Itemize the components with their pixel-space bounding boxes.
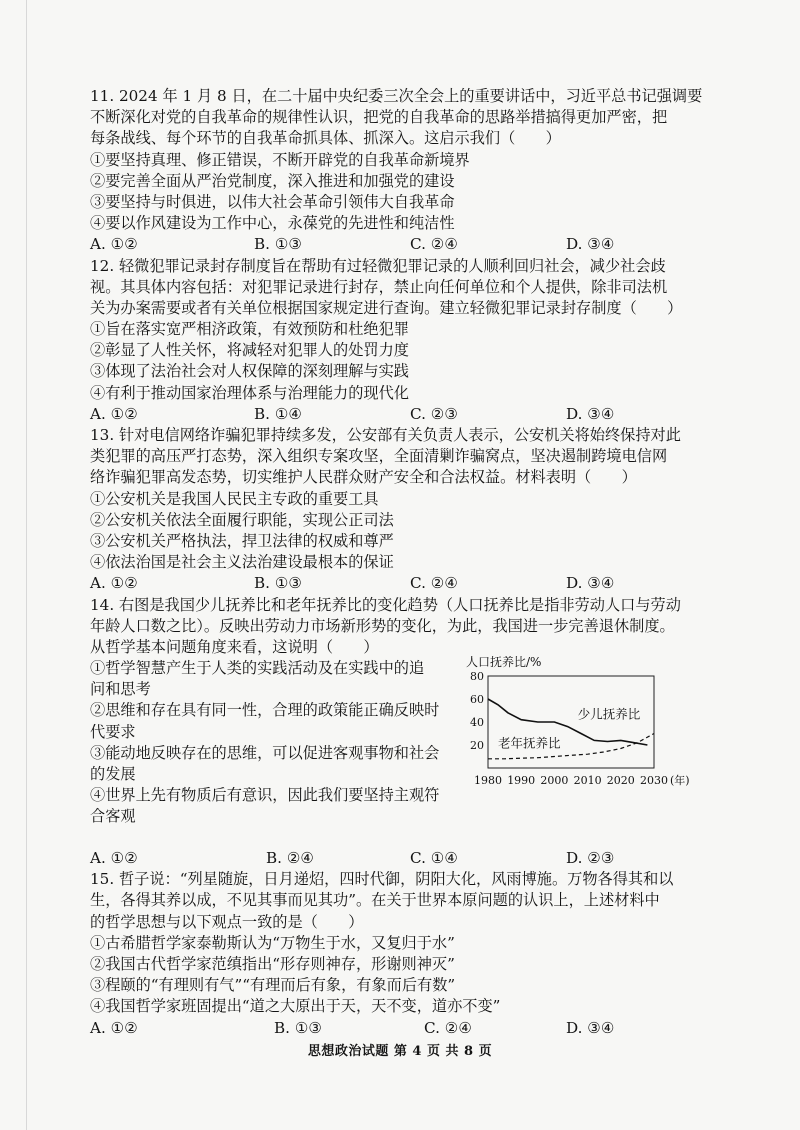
statement-item: ②思维和存在具有同一性，合理的政策能正确反映时 [90, 701, 440, 720]
option-a[interactable]: A. ①② [90, 235, 138, 254]
question-text-line: 12. 轻微犯罪记录封存制度旨在帮助有过轻微犯罪记录的人顺利回归社会，减少社会歧 [90, 256, 666, 275]
option-c[interactable]: C. ②④ [410, 235, 458, 254]
option-a[interactable]: A. ①② [90, 404, 138, 423]
y-tick-label: 60 [470, 693, 484, 707]
question-text-line: 类犯罪的高压严打态势，深入组织专案攻坚，全面清剿诈骗窝点，坚决遏制跨境电信网 [90, 447, 668, 466]
question-text-line: 络诈骗犯罪高发态势，切实维护人民群众财产安全和合法权益。材料表明（ ） [90, 468, 637, 487]
option-b[interactable]: B. ①④ [254, 404, 303, 423]
statement-item: 问和思考 [90, 680, 151, 699]
question-text-line: 年龄人口数之比）。反映出劳动力市场新形势的变化，为此，我国进一步完善退休制度。 [90, 616, 675, 635]
question-text-line: 11. 2024 年 1 月 8 日，在二十届中央纪委三次全会上的重要讲话中，习近平总书记强调要 [90, 87, 703, 105]
y-tick-label: 40 [470, 716, 484, 730]
statement-item: ③体现了法治社会对人权保障的深刻理解与实践 [90, 362, 409, 381]
option-d[interactable]: D. ③④ [566, 1018, 615, 1037]
statement-item: 代要求 [90, 722, 136, 741]
option-c[interactable]: C. ②④ [424, 1018, 472, 1037]
question-13 [90, 425, 715, 595]
x-tick-label: 2000 [540, 774, 569, 788]
option-b[interactable]: B. ①③ [254, 235, 303, 254]
option-d[interactable]: D. ③④ [566, 574, 615, 593]
option-c[interactable]: C. ①④ [410, 849, 458, 868]
question-text-line: 不断深化对党的自我革命的规律性认识，把党的自我革命的思路举措搞得更加严密，把 [90, 108, 668, 127]
statement-item: ③要坚持与时俱进，以伟大社会革命引领伟大自我革命 [90, 192, 455, 211]
question-15 [90, 869, 715, 1039]
statement-item: ①哲学智慧产生于人类的实践活动及在实践中的追 [90, 659, 425, 678]
option-a[interactable]: A. ①② [90, 849, 138, 868]
answer-options [90, 848, 715, 869]
statement-item: ②要完善全面从严治党制度，深入推进和加强党的建设 [90, 171, 455, 190]
statement-item: ④我国哲学家班固提出“道之大原出于天，天不变，道亦不变” [90, 997, 501, 1016]
question-text-line: 13. 针对电信网络诈骗犯罪持续多发，公安部有关负责人表示，公安机关将始终保持对此 [90, 426, 681, 444]
statement-item: ①古希腊哲学家泰勒斯认为“万物生于水，又复归于水” [90, 933, 455, 952]
statement-item: ④要以作风建设为工作中心，永葆党的先进性和纯洁性 [90, 214, 455, 233]
question-text-line: 14. 右图是我国少儿抚养比和老年抚养比的变化趋势（人口抚养比是指非劳动人口与劳动 [90, 595, 681, 614]
answer-options [90, 234, 715, 255]
statement-item: ②我国古代哲学家范缜指出“形存则神存，形谢则神灭” [90, 955, 455, 973]
option-b[interactable]: B. ①③ [254, 574, 303, 593]
statement-item: ①公安机关是我国人民民主专政的重要工具 [90, 489, 379, 508]
statement-item: ①旨在落实宽严相济政策，有效预防和杜绝犯罪 [90, 320, 409, 339]
y-tick-label: 20 [470, 739, 484, 753]
page-fold-shadow [26, 0, 27, 1130]
question-text-line: 视。其具体内容包括：对犯罪记录进行封存，禁止向任何单位和个人提供，除非司法机 [90, 277, 668, 296]
question-text-line: 的哲学思想与以下观点一致的是（ ） [90, 912, 364, 931]
exam-page [90, 86, 715, 1039]
x-tick-label: 1990 [507, 774, 536, 788]
option-c[interactable]: C. ②③ [410, 404, 458, 423]
option-a[interactable]: A. ①② [90, 574, 138, 593]
answer-options [90, 573, 715, 594]
x-axis-label: (年) [670, 774, 690, 788]
option-b[interactable]: B. ②④ [266, 849, 315, 868]
x-tick-label: 2020 [606, 774, 635, 788]
option-c[interactable]: C. ②④ [410, 574, 458, 593]
x-tick-label: 2030 [640, 774, 668, 788]
option-d[interactable]: D. ③④ [566, 404, 615, 423]
statement-list [90, 658, 462, 828]
statement-item: ③能动地反映存在的思维，可以促进客观事物和社会 [90, 743, 440, 762]
statement-item: 合客观 [90, 807, 136, 826]
y-axis-label: 人口抚养比/% [466, 656, 542, 670]
statement-item: ①要坚持真理、修正错误，不断开辟党的自我革命新境界 [90, 150, 470, 169]
question-text-line: 15. 哲子说：“列星随旋，日月递炤，四时代御，阴阳大化，风雨博施。万物各得其和以 [90, 870, 674, 889]
x-tick-label: 1980 [474, 774, 502, 788]
plot-frame [488, 676, 654, 768]
y-tick-label: 80 [470, 670, 484, 684]
answer-options [90, 404, 715, 425]
question-text-line: 关为办案需要或者有关单位根据国家规定进行查询。建立轻微犯罪记录封存制度（ ） [90, 298, 683, 317]
dependency-ratio-chart [464, 656, 714, 806]
statement-item: ②公安机关依法全面履行职能，实现公正司法 [90, 510, 394, 529]
statement-item: ④依法治国是社会主义法治建设最根本的保证 [90, 553, 394, 572]
statement-item: ④世界上先有物质后有意识，因此我们要坚持主观符 [90, 786, 440, 805]
statement-item: 的发展 [90, 765, 136, 783]
question-14 [90, 595, 715, 870]
question-text-line: 每条战线、每个环节的自我革命抓具体、抓深入。这启示我们（ ） [90, 129, 561, 148]
series-label-elderly: 老年抚养比 [497, 735, 561, 751]
option-d[interactable]: D. ③④ [566, 235, 615, 254]
question-14-body [90, 658, 715, 848]
statement-item: ④有利于推动国家治理体系与治理能力的现代化 [90, 383, 409, 402]
statement-item: ③程颐的“有理则有气”“有理而后有象，有象而后有数” [90, 976, 456, 995]
option-a[interactable]: A. ①② [90, 1018, 138, 1037]
statement-item: ③公安机关严格执法，捍卫法律的权威和尊严 [90, 531, 394, 550]
answer-options [90, 1018, 715, 1039]
option-b[interactable]: B. ①③ [274, 1018, 323, 1037]
series-label-child: 少儿抚养比 [577, 706, 641, 722]
option-d[interactable]: D. ②③ [566, 849, 615, 868]
x-tick-label: 2010 [573, 774, 602, 788]
question-text-line: 生，各得其养以成，不见其事而见其功”。在关于世界本原问题的认识上，上述材料中 [90, 891, 660, 910]
question-11 [90, 86, 715, 256]
page-footer: 思想政治试题 第 4 页 共 8 页 [307, 1044, 493, 1059]
question-text-line: 从哲学基本问题角度来看，这说明（ ） [90, 637, 379, 656]
statement-item: ②彰显了人性关怀，将减轻对犯罪人的处罚力度 [90, 341, 409, 360]
question-12 [90, 256, 715, 426]
